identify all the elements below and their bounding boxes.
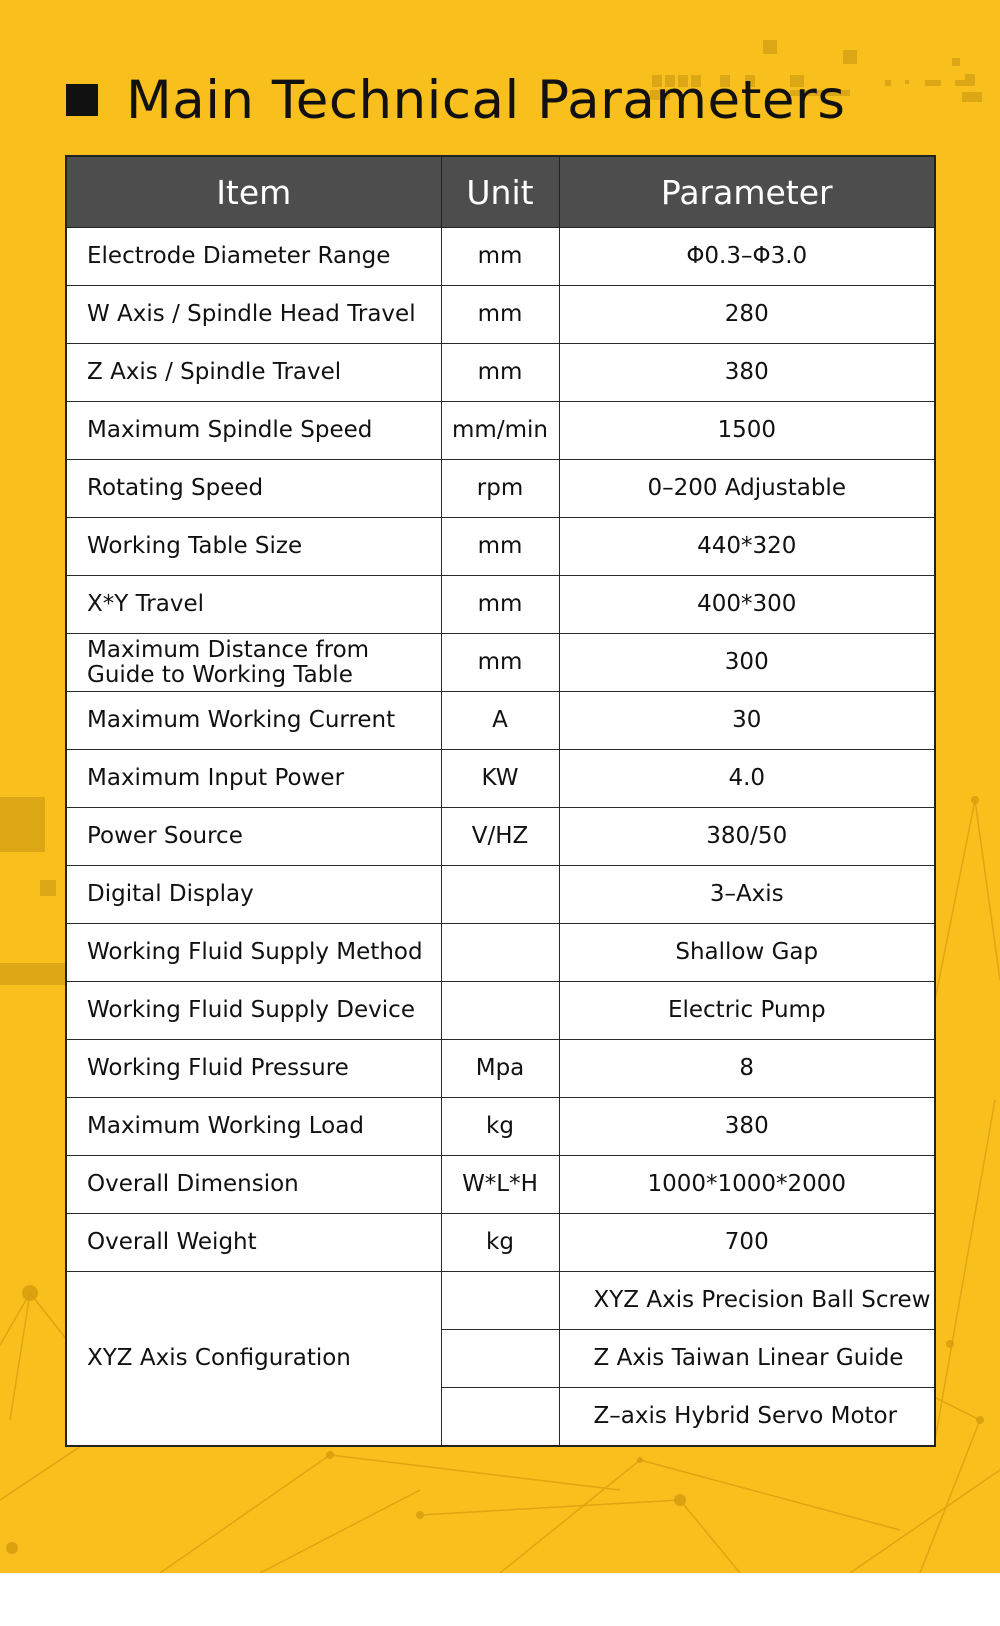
cell-parameter: 4.0 xyxy=(559,750,935,808)
cell-parameter: 3–Axis xyxy=(559,866,935,924)
table-row xyxy=(66,866,935,924)
cell-unit: mm xyxy=(441,634,559,692)
cell-unit: rpm xyxy=(441,460,559,518)
cell-item: Digital Display xyxy=(66,866,441,924)
table-row xyxy=(66,518,935,576)
cell-parameter: Φ0.3–Φ3.0 xyxy=(559,228,935,286)
page-heading xyxy=(66,68,845,132)
table-row xyxy=(66,344,935,402)
cell-item: Working Table Size xyxy=(66,518,441,576)
title-square-icon xyxy=(66,84,98,116)
table-row xyxy=(66,750,935,808)
cell-item-config: XYZ Axis Configuration xyxy=(66,1272,441,1447)
cell-parameter: Shallow Gap xyxy=(559,924,935,982)
cell-parameter: Electric Pump xyxy=(559,982,935,1040)
table-row xyxy=(66,1156,935,1214)
cell-item: X*Y Travel xyxy=(66,576,441,634)
cell-item: Rotating Speed xyxy=(66,460,441,518)
table-header-row xyxy=(66,156,935,228)
cell-unit: KW xyxy=(441,750,559,808)
cell-item: Power Source xyxy=(66,808,441,866)
parameters-table xyxy=(65,155,936,1447)
cell-item: Electrode Diameter Range xyxy=(66,228,441,286)
cell-parameter-config: Z–axis Hybrid Servo Motor xyxy=(559,1388,935,1447)
cell-parameter: 380/50 xyxy=(559,808,935,866)
cell-parameter: 380 xyxy=(559,1098,935,1156)
cell-unit xyxy=(441,866,559,924)
cell-item: Maximum Distance from Guide to Working Table xyxy=(66,634,441,692)
cell-parameter: 8 xyxy=(559,1040,935,1098)
cell-item: Working Fluid Supply Method xyxy=(66,924,441,982)
cell-item: Maximum Input Power xyxy=(66,750,441,808)
cell-unit: mm xyxy=(441,576,559,634)
cell-parameter: 0–200 Adjustable xyxy=(559,460,935,518)
table-row xyxy=(66,692,935,750)
cell-unit xyxy=(441,924,559,982)
cell-unit: mm xyxy=(441,344,559,402)
cell-unit: A xyxy=(441,692,559,750)
cell-parameter: 700 xyxy=(559,1214,935,1272)
cell-parameter: 300 xyxy=(559,634,935,692)
cell-unit xyxy=(441,1272,559,1330)
column-header-parameter: Parameter xyxy=(559,156,935,228)
cell-unit: V/HZ xyxy=(441,808,559,866)
cell-unit xyxy=(441,1388,559,1447)
table-row xyxy=(66,286,935,344)
table-row xyxy=(66,402,935,460)
cell-parameter: 400*300 xyxy=(559,576,935,634)
table-row xyxy=(66,460,935,518)
cell-parameter: 1000*1000*2000 xyxy=(559,1156,935,1214)
cell-parameter: 380 xyxy=(559,344,935,402)
cell-unit: kg xyxy=(441,1098,559,1156)
table-row xyxy=(66,228,935,286)
cell-unit: kg xyxy=(441,1214,559,1272)
table-row xyxy=(66,1040,935,1098)
table-row xyxy=(66,634,935,692)
table-row xyxy=(66,982,935,1040)
cell-item: Working Fluid Pressure xyxy=(66,1040,441,1098)
column-header-unit: Unit xyxy=(441,156,559,228)
cell-item: Working Fluid Supply Device xyxy=(66,982,441,1040)
cell-item: Maximum Spindle Speed xyxy=(66,402,441,460)
page-title: Main Technical Parameters xyxy=(126,69,846,131)
cell-item: Maximum Working Current xyxy=(66,692,441,750)
cell-parameter-config: Z Axis Taiwan Linear Guide xyxy=(559,1330,935,1388)
column-header-item: Item xyxy=(66,156,441,228)
table-row-config xyxy=(66,1272,935,1330)
cell-unit xyxy=(441,982,559,1040)
cell-parameter: 1500 xyxy=(559,402,935,460)
cell-unit: mm xyxy=(441,228,559,286)
cell-unit: Mpa xyxy=(441,1040,559,1098)
cell-unit: mm xyxy=(441,286,559,344)
table-row xyxy=(66,808,935,866)
cell-item: W Axis / Spindle Head Travel xyxy=(66,286,441,344)
cell-parameter: 280 xyxy=(559,286,935,344)
cell-item: Maximum Working Load xyxy=(66,1098,441,1156)
cell-item: Overall Dimension xyxy=(66,1156,441,1214)
cell-unit: mm/min xyxy=(441,402,559,460)
cell-parameter: 30 xyxy=(559,692,935,750)
cell-parameter-config: XYZ Axis Precision Ball Screw xyxy=(559,1272,935,1330)
table-row xyxy=(66,576,935,634)
cell-item: Z Axis / Spindle Travel xyxy=(66,344,441,402)
table-row xyxy=(66,924,935,982)
cell-unit: W*L*H xyxy=(441,1156,559,1214)
cell-parameter: 440*320 xyxy=(559,518,935,576)
table-row xyxy=(66,1098,935,1156)
cell-unit: mm xyxy=(441,518,559,576)
cell-unit xyxy=(441,1330,559,1388)
table-row xyxy=(66,1214,935,1272)
parameters-table-container xyxy=(65,155,934,1447)
cell-item: Overall Weight xyxy=(66,1214,441,1272)
